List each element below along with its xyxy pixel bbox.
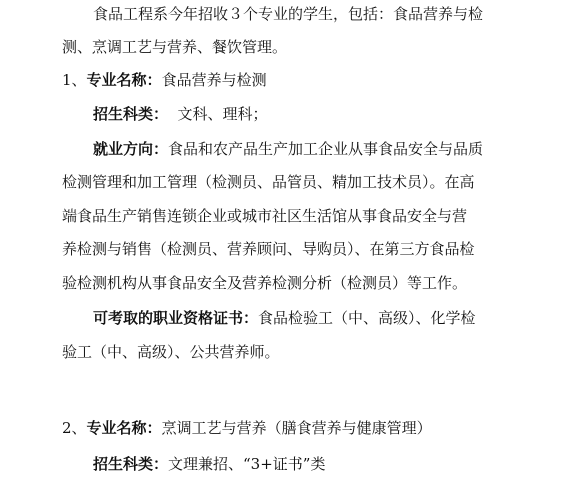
major1-heading-number: 1、 [62, 71, 87, 89]
major1-subjects [93, 104, 268, 124]
major1-cert-line-1 [93, 308, 476, 328]
major2-heading [62, 418, 432, 438]
major1-career-line-5: 验检测机构从事食品安全及营养检测分析（检测员）等工作。 [62, 274, 468, 292]
intro-line-1: 食品工程系今年招收３个专业的学生，包括：食品营养与检 [93, 5, 484, 23]
major1-heading-value: 食品营养与检测 [161, 71, 267, 89]
major1-cert-label: 可考取的职业资格证书： [93, 309, 259, 327]
major1-career-text-1: 食品和农产品生产加工企业从事食品安全与品质 [168, 140, 484, 158]
major1-subjects-label: 招生科类： [93, 105, 169, 123]
major2-heading-label: 专业名称： [86, 419, 162, 437]
major1-career-line-4: 养检测与销售（检测员、营养顾问、导购员）、在第三方食品检 [62, 240, 475, 258]
major2-subjects-label: 招生科类： [93, 455, 169, 473]
major2-heading-value: 烹调工艺与营养（膳食营养与健康管理） [161, 419, 432, 437]
major1-cert-text-1: 食品检验工（中、高级）、化学检 [258, 309, 476, 327]
major1-career-line-3: 端食品生产销售连锁企业或城市社区生活馆从事食品安全与营 [62, 207, 468, 225]
major1-career-line-1 [93, 139, 483, 159]
intro-line-2: 测、烹调工艺与营养、餐饮管理。 [62, 38, 288, 56]
major1-cert-line-2: 验工（中、高级）、公共营养师。 [62, 343, 280, 361]
major2-heading-number: 2、 [62, 419, 87, 437]
major1-career-line-2: 检测管理和加工管理（检测员、品管员、精加工技术员）。在高 [62, 173, 475, 191]
major2-subjects [93, 454, 325, 474]
major1-subjects-value: 文科、理科； [168, 105, 268, 123]
major1-heading [62, 70, 267, 90]
major1-heading-label: 专业名称： [86, 71, 162, 89]
major1-career-label: 就业方向： [93, 140, 169, 158]
major2-subjects-value: 文理兼招、“3+证书”类 [168, 455, 326, 473]
